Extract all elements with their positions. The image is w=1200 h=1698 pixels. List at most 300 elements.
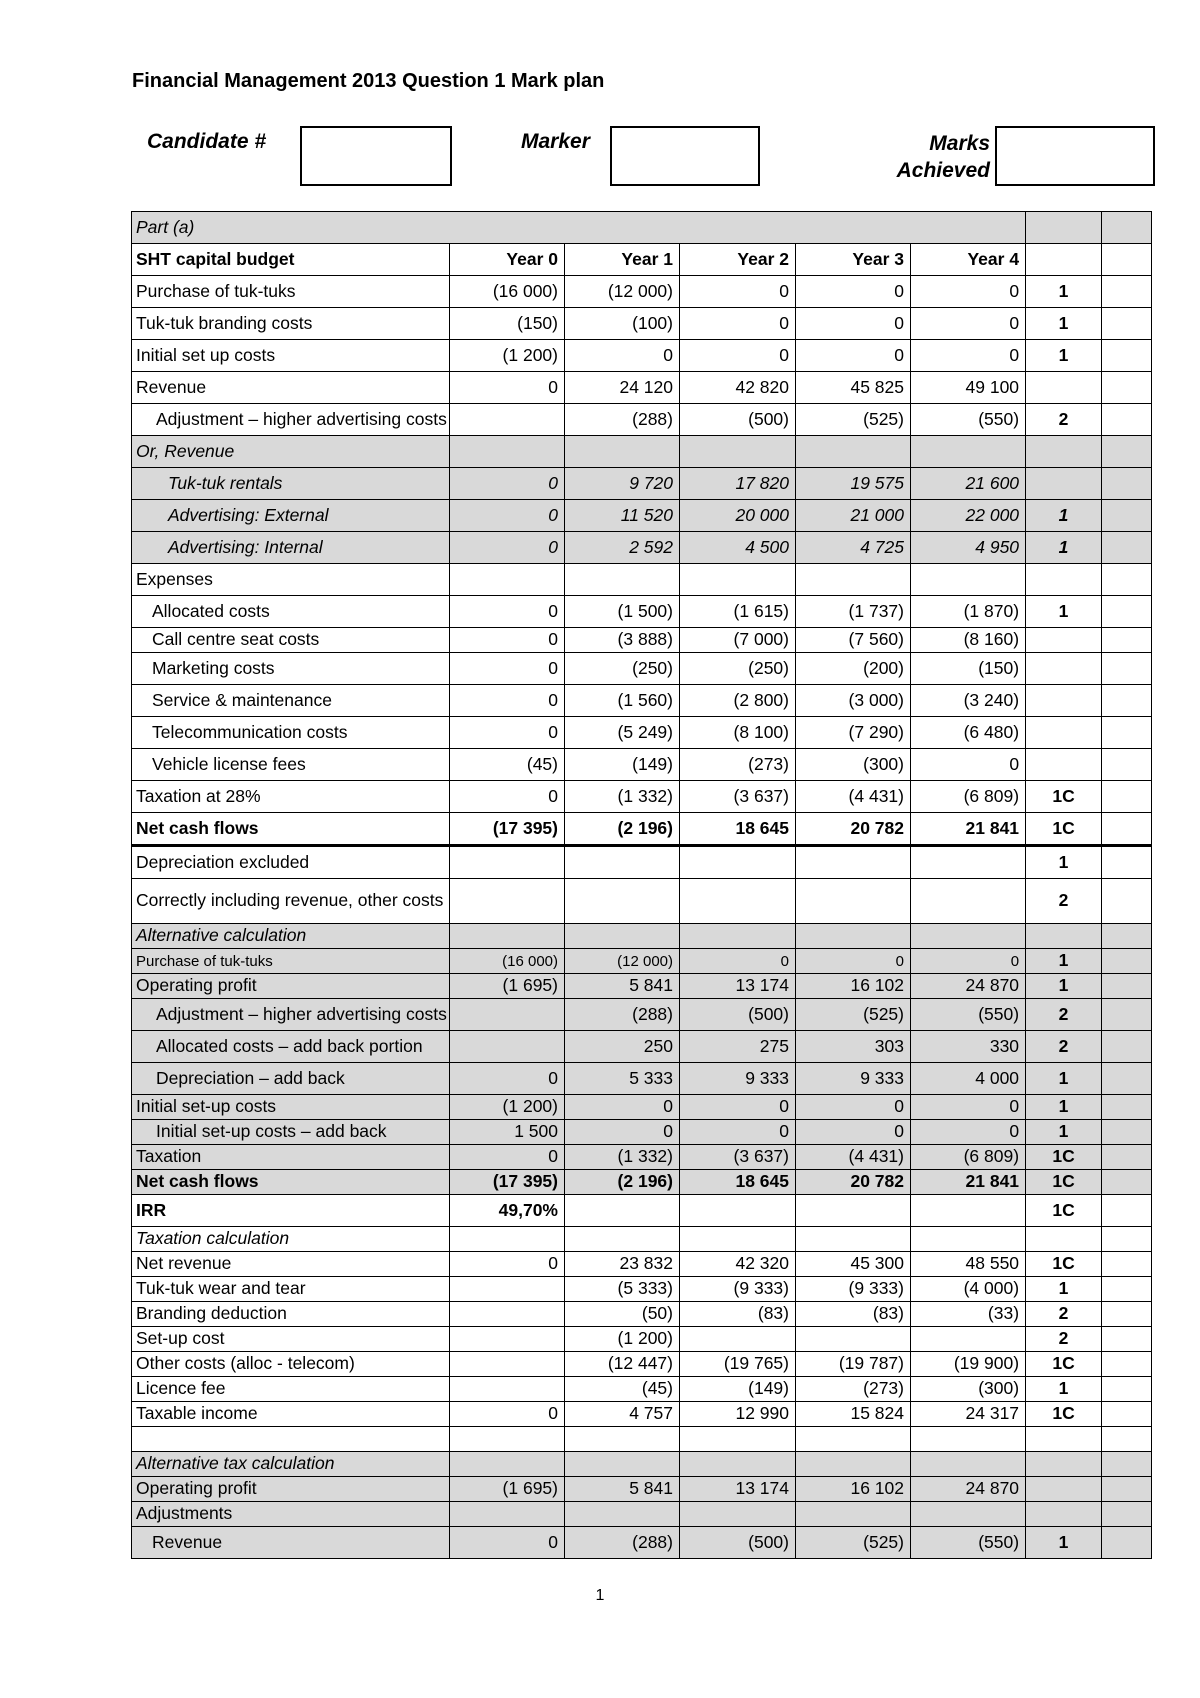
year-0-cell: (1 695) <box>450 974 565 999</box>
row-label <box>132 1427 450 1452</box>
marks-achieved-cell[interactable] <box>1102 1402 1152 1427</box>
mark-cell <box>1026 1502 1102 1527</box>
table-row <box>132 1352 1152 1377</box>
year-2-cell: (3 637) <box>680 1145 796 1170</box>
year-0-cell <box>450 1352 565 1377</box>
year-2-cell: Year 2 <box>680 244 796 276</box>
row-label: Operating profit <box>132 1477 450 1502</box>
year-2-cell <box>680 436 796 468</box>
mark-cell <box>1026 924 1102 949</box>
year-3-cell: (525) <box>796 1527 911 1559</box>
mark-cell: 1 <box>1026 1377 1102 1402</box>
year-4-cell <box>911 1502 1026 1527</box>
year-4-cell: 0 <box>911 1095 1026 1120</box>
year-4-cell: 0 <box>911 276 1026 308</box>
year-2-cell: (2 800) <box>680 685 796 717</box>
year-3-cell: 0 <box>796 276 911 308</box>
table-row <box>132 628 1152 653</box>
year-1-cell <box>565 924 680 949</box>
candidate-number-box[interactable] <box>300 126 452 186</box>
row-label: Depreciation excluded <box>132 846 450 879</box>
marks-achieved-cell[interactable] <box>1102 1252 1152 1277</box>
year-0-cell: 0 <box>450 596 565 628</box>
marks-achieved-cell[interactable] <box>1102 974 1152 999</box>
marks-achieved-cell[interactable] <box>1102 685 1152 717</box>
mark-cell: 1 <box>1026 340 1102 372</box>
year-0-cell: 0 <box>450 1145 565 1170</box>
mark-cell <box>1026 212 1102 244</box>
year-3-cell: (4 431) <box>796 781 911 813</box>
marks-achieved-cell[interactable] <box>1102 1377 1152 1402</box>
row-label: Correctly including revenue, other costs <box>132 879 450 924</box>
year-4-cell: 330 <box>911 1031 1026 1063</box>
year-3-cell: 0 <box>796 340 911 372</box>
marks-achieved-cell[interactable] <box>1102 500 1152 532</box>
year-1-cell: (288) <box>565 1527 680 1559</box>
year-3-cell: 0 <box>796 949 911 974</box>
year-1-cell: 0 <box>565 340 680 372</box>
table-row <box>132 949 1152 974</box>
year-0-cell <box>450 999 565 1031</box>
mark-cell: 1 <box>1026 500 1102 532</box>
year-2-cell: 13 174 <box>680 1477 796 1502</box>
marks-achieved-cell[interactable] <box>1102 1120 1152 1145</box>
year-3-cell: (525) <box>796 999 911 1031</box>
mark-cell: 1C <box>1026 1145 1102 1170</box>
table-row <box>132 1095 1152 1120</box>
year-3-cell: (4 431) <box>796 1145 911 1170</box>
year-3-cell: 19 575 <box>796 468 911 500</box>
mark-cell: 2 <box>1026 404 1102 436</box>
year-1-cell <box>565 879 680 924</box>
marks-achieved-cell[interactable] <box>1102 1452 1152 1477</box>
year-1-cell: 0 <box>565 1120 680 1145</box>
table-row <box>132 999 1152 1031</box>
year-3-cell: (9 333) <box>796 1277 911 1302</box>
year-0-cell <box>450 564 565 596</box>
mark-cell <box>1026 685 1102 717</box>
year-4-cell: 48 550 <box>911 1252 1026 1277</box>
marks-achieved-cell[interactable] <box>1102 1095 1152 1120</box>
year-1-cell: (12 000) <box>565 949 680 974</box>
table-row <box>132 1477 1152 1502</box>
marks-achieved-cell[interactable] <box>1102 813 1152 846</box>
marks-achieved-cell[interactable] <box>1102 596 1152 628</box>
mark-cell <box>1026 653 1102 685</box>
marks-achieved-cell[interactable] <box>1102 846 1152 879</box>
mark-cell <box>1026 749 1102 781</box>
row-label: Operating profit <box>132 974 450 999</box>
year-1-cell <box>565 436 680 468</box>
year-4-cell: (4 000) <box>911 1277 1026 1302</box>
year-1-cell: (100) <box>565 308 680 340</box>
year-0-cell: (16 000) <box>450 949 565 974</box>
mark-cell: 1C <box>1026 781 1102 813</box>
mark-cell: 1 <box>1026 1095 1102 1120</box>
year-0-cell <box>450 404 565 436</box>
year-2-cell <box>680 924 796 949</box>
marks-achieved-cell[interactable] <box>1102 1145 1152 1170</box>
marks-achieved-cell[interactable] <box>1102 1195 1152 1227</box>
year-3-cell: 0 <box>796 308 911 340</box>
year-3-cell <box>796 846 911 879</box>
marks-achieved-cell[interactable] <box>1102 1427 1152 1452</box>
marker-label: Marker <box>521 130 590 153</box>
marks-achieved-cell[interactable] <box>1102 1502 1152 1527</box>
year-4-cell: 49 100 <box>911 372 1026 404</box>
marks-label-line2: Achieved <box>896 159 990 182</box>
table-row <box>132 974 1152 999</box>
marks-achieved-cell[interactable] <box>1102 244 1152 276</box>
marks-achieved-cell[interactable] <box>1102 1277 1152 1302</box>
year-1-cell: (1 332) <box>565 781 680 813</box>
year-1-cell <box>565 846 680 879</box>
year-4-cell: (550) <box>911 1527 1026 1559</box>
year-1-cell: (1 500) <box>565 596 680 628</box>
year-3-cell: 0 <box>796 1095 911 1120</box>
year-0-cell <box>450 1377 565 1402</box>
year-1-cell <box>565 1227 680 1252</box>
mark-cell <box>1026 1477 1102 1502</box>
page-number: 1 <box>595 1587 605 1604</box>
year-0-cell <box>450 1327 565 1352</box>
table-row <box>132 1502 1152 1527</box>
mark-cell: 1 <box>1026 532 1102 564</box>
marks-achieved-cell[interactable] <box>1102 949 1152 974</box>
row-label: Licence fee <box>132 1377 450 1402</box>
year-2-cell: (83) <box>680 1302 796 1327</box>
row-label: IRR <box>132 1195 450 1227</box>
year-2-cell <box>680 1327 796 1352</box>
marks-achieved-box[interactable] <box>995 126 1155 186</box>
mark-cell: 1 <box>1026 1277 1102 1302</box>
year-0-cell <box>450 1427 565 1452</box>
year-3-cell: 9 333 <box>796 1063 911 1095</box>
year-2-cell: (500) <box>680 999 796 1031</box>
marks-achieved-cell[interactable] <box>1102 1063 1152 1095</box>
table-row <box>132 653 1152 685</box>
year-2-cell: (1 615) <box>680 596 796 628</box>
row-label: Revenue <box>132 1527 450 1559</box>
row-label: Taxable income <box>132 1402 450 1427</box>
row-label: Tuk-tuk rentals <box>132 468 450 500</box>
marks-achieved-cell[interactable] <box>1102 564 1152 596</box>
table-row <box>132 1227 1152 1252</box>
row-label: Revenue <box>132 372 450 404</box>
year-3-cell: 45 825 <box>796 372 911 404</box>
year-2-cell <box>680 564 796 596</box>
mark-cell: 1 <box>1026 949 1102 974</box>
table-row <box>132 924 1152 949</box>
table-row <box>132 1277 1152 1302</box>
year-3-cell <box>796 1195 911 1227</box>
year-2-cell: (8 100) <box>680 717 796 749</box>
year-4-cell: (19 900) <box>911 1352 1026 1377</box>
table-row <box>132 1452 1152 1477</box>
marks-achieved-cell[interactable] <box>1102 532 1152 564</box>
marks-achieved-cell[interactable] <box>1102 1477 1152 1502</box>
year-1-cell <box>565 1452 680 1477</box>
year-2-cell: 18 645 <box>680 1170 796 1195</box>
year-1-cell: 9 720 <box>565 468 680 500</box>
year-2-cell: (3 637) <box>680 781 796 813</box>
row-label: Tuk-tuk branding costs <box>132 308 450 340</box>
table-row <box>132 1402 1152 1427</box>
row-label: Depreciation – add back <box>132 1063 450 1095</box>
mark-cell: 1C <box>1026 1170 1102 1195</box>
row-label: Adjustment – higher advertising costs <box>132 999 450 1031</box>
year-4-cell: (300) <box>911 1377 1026 1402</box>
marks-achieved-cell[interactable] <box>1102 653 1152 685</box>
table-row <box>132 500 1152 532</box>
year-4-cell <box>911 846 1026 879</box>
mark-cell <box>1026 244 1102 276</box>
year-1-cell: 11 520 <box>565 500 680 532</box>
marks-achieved-cell[interactable] <box>1102 1527 1152 1559</box>
year-4-cell <box>911 879 1026 924</box>
year-2-cell: 0 <box>680 949 796 974</box>
year-0-cell: (17 395) <box>450 813 565 846</box>
table-row <box>132 244 1152 276</box>
table-row <box>132 1427 1152 1452</box>
year-3-cell: 16 102 <box>796 1477 911 1502</box>
marks-achieved-cell[interactable] <box>1102 1031 1152 1063</box>
year-2-cell: 0 <box>680 276 796 308</box>
marks-achieved-cell[interactable] <box>1102 749 1152 781</box>
table-row <box>132 846 1152 879</box>
year-3-cell: (7 560) <box>796 628 911 653</box>
year-0-cell: (150) <box>450 308 565 340</box>
year-1-cell: 5 841 <box>565 1477 680 1502</box>
year-2-cell <box>680 1427 796 1452</box>
year-1-cell: 250 <box>565 1031 680 1063</box>
year-3-cell: 20 782 <box>796 813 911 846</box>
year-4-cell: (3 240) <box>911 685 1026 717</box>
year-2-cell: 13 174 <box>680 974 796 999</box>
year-4-cell: 24 317 <box>911 1402 1026 1427</box>
marker-box[interactable] <box>610 126 760 186</box>
mark-cell <box>1026 564 1102 596</box>
mark-cell <box>1026 628 1102 653</box>
row-label: Vehicle license fees <box>132 749 450 781</box>
marks-achieved-cell[interactable] <box>1102 468 1152 500</box>
year-2-cell: 4 500 <box>680 532 796 564</box>
mark-cell: 1C <box>1026 1252 1102 1277</box>
mark-cell: 1C <box>1026 1402 1102 1427</box>
mark-cell: 1 <box>1026 1527 1102 1559</box>
row-label: Net cash flows <box>132 813 450 846</box>
year-0-cell: (1 200) <box>450 1095 565 1120</box>
table-row <box>132 372 1152 404</box>
table-row <box>132 1145 1152 1170</box>
row-label: Expenses <box>132 564 450 596</box>
year-2-cell: (9 333) <box>680 1277 796 1302</box>
year-3-cell: (525) <box>796 404 911 436</box>
marks-achieved-cell[interactable] <box>1102 308 1152 340</box>
year-3-cell <box>796 1227 911 1252</box>
year-3-cell: 16 102 <box>796 974 911 999</box>
mark-cell: 1C <box>1026 813 1102 846</box>
year-0-cell <box>450 879 565 924</box>
year-4-cell: (6 480) <box>911 717 1026 749</box>
year-4-cell: 0 <box>911 340 1026 372</box>
year-4-cell: 22 000 <box>911 500 1026 532</box>
marks-achieved-cell[interactable] <box>1102 1302 1152 1327</box>
marks-achieved-cell[interactable] <box>1102 436 1152 468</box>
mark-cell: 1 <box>1026 1063 1102 1095</box>
marks-achieved-cell[interactable] <box>1102 924 1152 949</box>
marks-achieved-cell[interactable] <box>1102 879 1152 924</box>
year-0-cell: 0 <box>450 532 565 564</box>
mark-cell: 2 <box>1026 1031 1102 1063</box>
table-row <box>132 1377 1152 1402</box>
row-label: Marketing costs <box>132 653 450 685</box>
row-label: Part (a) <box>132 212 1026 244</box>
year-0-cell: (45) <box>450 749 565 781</box>
marks-achieved-cell[interactable] <box>1102 1170 1152 1195</box>
year-0-cell: 0 <box>450 468 565 500</box>
row-label: Net cash flows <box>132 1170 450 1195</box>
row-label: Initial set-up costs <box>132 1095 450 1120</box>
marks-achieved-cell[interactable] <box>1102 340 1152 372</box>
marks-achieved-cell[interactable] <box>1102 628 1152 653</box>
year-1-cell <box>565 564 680 596</box>
year-3-cell: 20 782 <box>796 1170 911 1195</box>
year-0-cell: 0 <box>450 1063 565 1095</box>
table-row <box>132 212 1152 244</box>
year-0-cell <box>450 924 565 949</box>
year-0-cell <box>450 1302 565 1327</box>
year-3-cell: (273) <box>796 1377 911 1402</box>
marks-achieved-cell[interactable] <box>1102 276 1152 308</box>
row-label: Initial set up costs <box>132 340 450 372</box>
year-3-cell <box>796 1327 911 1352</box>
year-3-cell: 0 <box>796 1120 911 1145</box>
year-3-cell: (300) <box>796 749 911 781</box>
year-2-cell: 20 000 <box>680 500 796 532</box>
year-4-cell: 24 870 <box>911 974 1026 999</box>
year-1-cell: (5 333) <box>565 1277 680 1302</box>
year-2-cell <box>680 846 796 879</box>
table-row <box>132 1195 1152 1227</box>
row-label: Set-up cost <box>132 1327 450 1352</box>
year-0-cell: 0 <box>450 781 565 813</box>
table-row <box>132 781 1152 813</box>
row-label: Initial set-up costs – add back <box>132 1120 450 1145</box>
marks-achieved-cell[interactable] <box>1102 1227 1152 1252</box>
mark-cell <box>1026 436 1102 468</box>
year-2-cell <box>680 879 796 924</box>
marks-achieved-cell[interactable] <box>1102 1352 1152 1377</box>
marks-achieved-cell[interactable] <box>1102 781 1152 813</box>
year-1-cell: 2 592 <box>565 532 680 564</box>
year-1-cell: (2 196) <box>565 1170 680 1195</box>
year-4-cell: (150) <box>911 653 1026 685</box>
marks-achieved-cell[interactable] <box>1102 999 1152 1031</box>
year-4-cell <box>911 924 1026 949</box>
year-1-cell: (288) <box>565 999 680 1031</box>
year-3-cell: (200) <box>796 653 911 685</box>
year-0-cell: 1 500 <box>450 1120 565 1145</box>
row-label: SHT capital budget <box>132 244 450 276</box>
year-3-cell: 21 000 <box>796 500 911 532</box>
year-1-cell: (45) <box>565 1377 680 1402</box>
marks-achieved-label <box>870 130 990 184</box>
row-label: Advertising: Internal <box>132 532 450 564</box>
row-label: Service & maintenance <box>132 685 450 717</box>
year-1-cell: (5 249) <box>565 717 680 749</box>
row-label: Telecommunication costs <box>132 717 450 749</box>
mark-plan-table <box>131 211 1152 1559</box>
year-0-cell <box>450 1277 565 1302</box>
year-0-cell: (1 200) <box>450 340 565 372</box>
year-4-cell: 4 950 <box>911 532 1026 564</box>
mark-cell <box>1026 1227 1102 1252</box>
year-1-cell: (149) <box>565 749 680 781</box>
year-4-cell <box>911 1195 1026 1227</box>
table-row <box>132 1527 1152 1559</box>
table-row <box>132 340 1152 372</box>
mark-cell: 1 <box>1026 974 1102 999</box>
marks-achieved-cell[interactable] <box>1102 1327 1152 1352</box>
year-0-cell: 49,70% <box>450 1195 565 1227</box>
year-3-cell: (7 290) <box>796 717 911 749</box>
row-label: Taxation calculation <box>132 1227 450 1252</box>
year-3-cell <box>796 924 911 949</box>
year-2-cell: (500) <box>680 1527 796 1559</box>
year-1-cell: 4 757 <box>565 1402 680 1427</box>
year-4-cell: (33) <box>911 1302 1026 1327</box>
year-1-cell: (1 560) <box>565 685 680 717</box>
year-2-cell <box>680 1452 796 1477</box>
row-label: Taxation <box>132 1145 450 1170</box>
row-label: Purchase of tuk-tuks <box>132 276 450 308</box>
year-3-cell: Year 3 <box>796 244 911 276</box>
year-3-cell <box>796 436 911 468</box>
row-label: Purchase of tuk-tuks <box>132 949 450 974</box>
table-row <box>132 276 1152 308</box>
year-4-cell <box>911 1452 1026 1477</box>
mark-cell <box>1026 717 1102 749</box>
year-0-cell <box>450 846 565 879</box>
mark-cell: 2 <box>1026 879 1102 924</box>
year-2-cell: 9 333 <box>680 1063 796 1095</box>
mark-cell: 1 <box>1026 308 1102 340</box>
year-1-cell: (3 888) <box>565 628 680 653</box>
table-row <box>132 717 1152 749</box>
year-2-cell: (250) <box>680 653 796 685</box>
marks-achieved-cell[interactable] <box>1102 372 1152 404</box>
row-label: Taxation at 28% <box>132 781 450 813</box>
year-2-cell: 42 820 <box>680 372 796 404</box>
marks-achieved-cell[interactable] <box>1102 404 1152 436</box>
year-1-cell: (12 447) <box>565 1352 680 1377</box>
year-1-cell <box>565 1195 680 1227</box>
year-1-cell: 24 120 <box>565 372 680 404</box>
mark-cell: 1 <box>1026 1120 1102 1145</box>
table-row <box>132 596 1152 628</box>
marks-achieved-cell[interactable] <box>1102 212 1152 244</box>
year-0-cell: 0 <box>450 1252 565 1277</box>
table-row <box>132 1252 1152 1277</box>
row-label: Alternative tax calculation <box>132 1452 450 1477</box>
year-4-cell: (1 870) <box>911 596 1026 628</box>
year-4-cell: Year 4 <box>911 244 1026 276</box>
table-row <box>132 685 1152 717</box>
marks-achieved-cell[interactable] <box>1102 717 1152 749</box>
row-label: Or, Revenue <box>132 436 450 468</box>
mark-cell <box>1026 372 1102 404</box>
